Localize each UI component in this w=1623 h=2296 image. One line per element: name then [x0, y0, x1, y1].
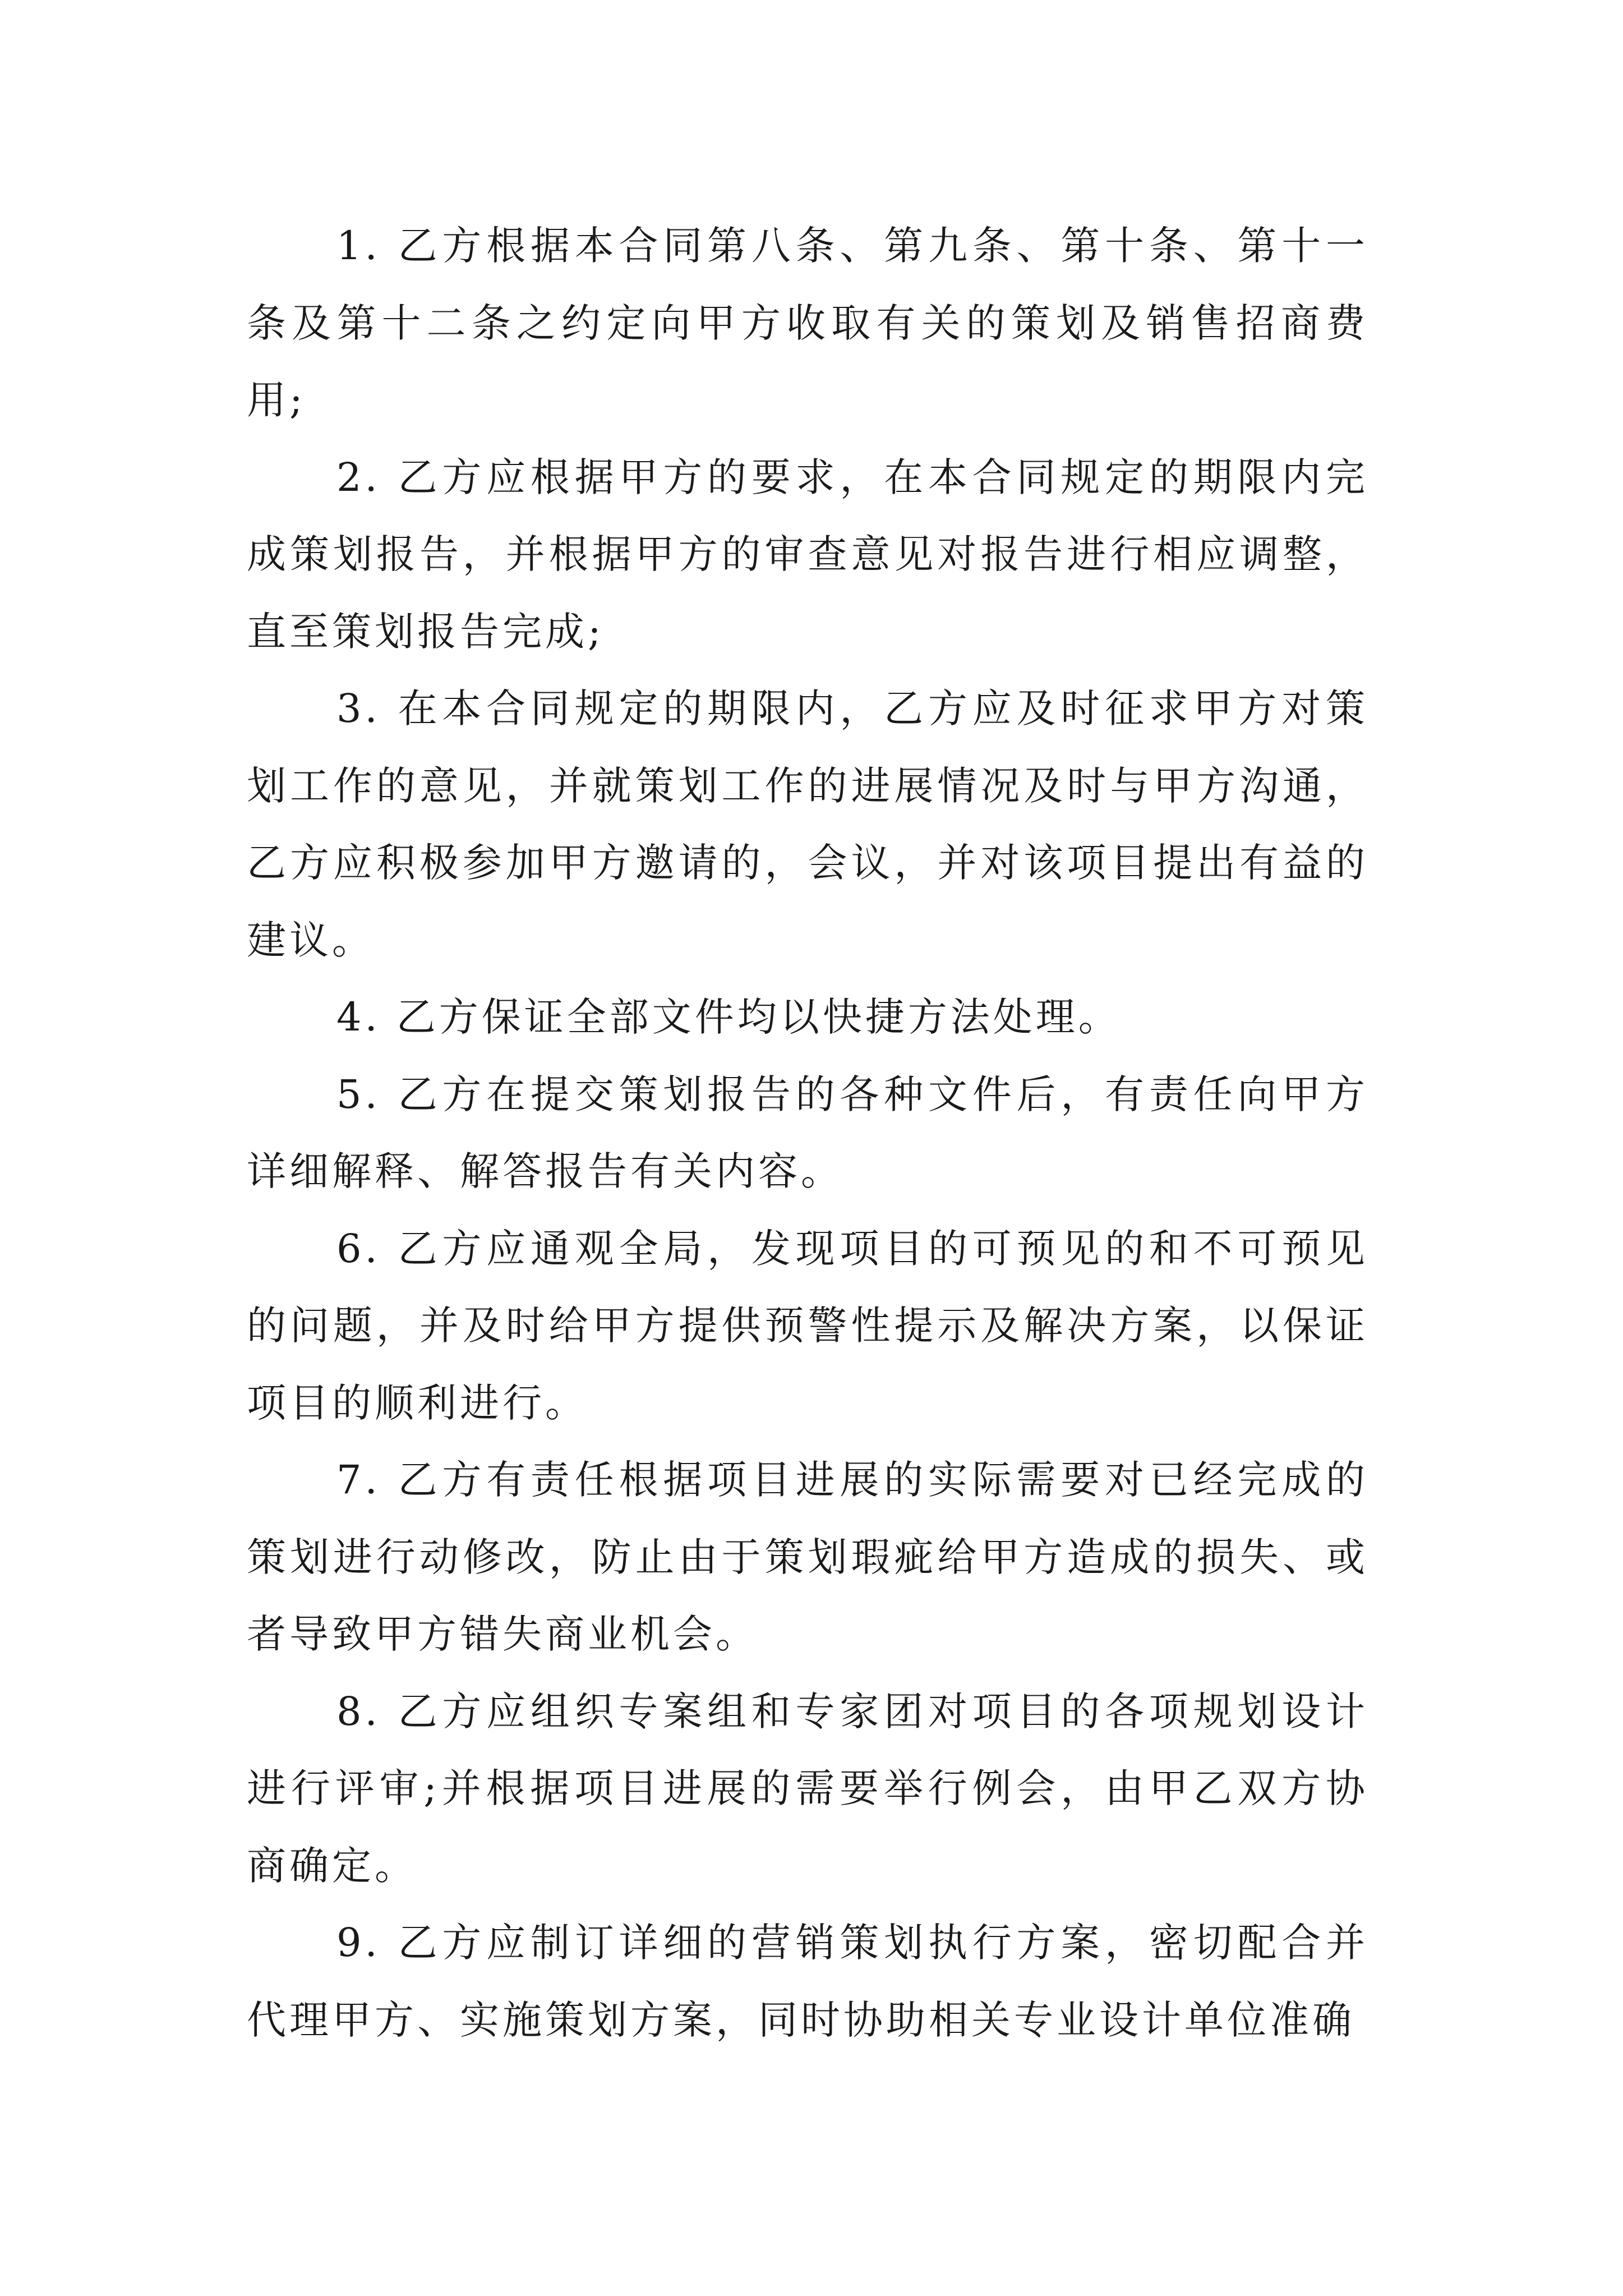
- clause-text: 乙方根据本合同第八条、第九条、第十条、第十一条及第十二条之约定向甲方收取有关的策划及销售招商费用;: [247, 223, 1368, 423]
- clause-7: [247, 1442, 1368, 1673]
- clause-text: 在本合同规定的期限内，乙方应及时征求甲方对策划工作的意见，并就策划工作的进展情况及时与甲方沟通，乙方应积极参加甲方邀请的，会议，并对该项目提出有益的建议。: [247, 685, 1368, 963]
- clause-number: 1.: [336, 223, 381, 269]
- clause-text: 乙方应根据甲方的要求，在本合同规定的期限内完成策划报告，并根据甲方的审查意见对报告进行相应调整，直至策划报告完成;: [247, 454, 1368, 655]
- clause-number: 2.: [336, 454, 381, 500]
- clause-text: 乙方应通观全局，发现项目的可预见的和不可预见的问题，并及时给甲方提供预警性提示及解决方案，以保证项目的顺利进行。: [247, 1225, 1368, 1426]
- clause-text: 乙方在提交策划报告的各种文件后，有责任向甲方详细解释、解答报告有关内容。: [247, 1071, 1368, 1194]
- clause-number: 6.: [336, 1225, 381, 1272]
- document-body: [247, 208, 1368, 2059]
- clause-2: [247, 439, 1368, 671]
- clause-6: [247, 1211, 1368, 1442]
- clause-text: 乙方应组织专案组和专家团对项目的各项规划设计进行评审;并根据项目进展的需要举行例会，由甲乙双方协商确定。: [247, 1688, 1368, 1889]
- clause-5: [247, 1056, 1368, 1211]
- clause-9: [247, 1904, 1368, 2059]
- clause-4: [247, 979, 1368, 1056]
- clause-1: [247, 208, 1368, 439]
- clause-text: 乙方保证全部文件均以快捷方法处理。: [396, 994, 1121, 1040]
- clause-number: 3.: [336, 685, 381, 731]
- clause-number: 8.: [336, 1688, 381, 1734]
- clause-number: 5.: [336, 1071, 381, 1117]
- clause-number: 7.: [336, 1457, 381, 1503]
- clause-text: 乙方有责任根据项目进展的实际需要对已经完成的策划进行动修改，防止由于策划瑕疵给甲方造成的损失、或者导致甲方错失商业机会。: [247, 1457, 1368, 1657]
- clause-text: 乙方应制订详细的营销策划执行方案，密切配合并代理甲方、实施策划方案，同时协助相关专业设计单位准确: [247, 1920, 1368, 2043]
- clause-number: 4.: [336, 994, 381, 1040]
- clause-8: [247, 1673, 1368, 1905]
- clause-3: [247, 670, 1368, 979]
- clause-number: 9.: [336, 1920, 381, 1966]
